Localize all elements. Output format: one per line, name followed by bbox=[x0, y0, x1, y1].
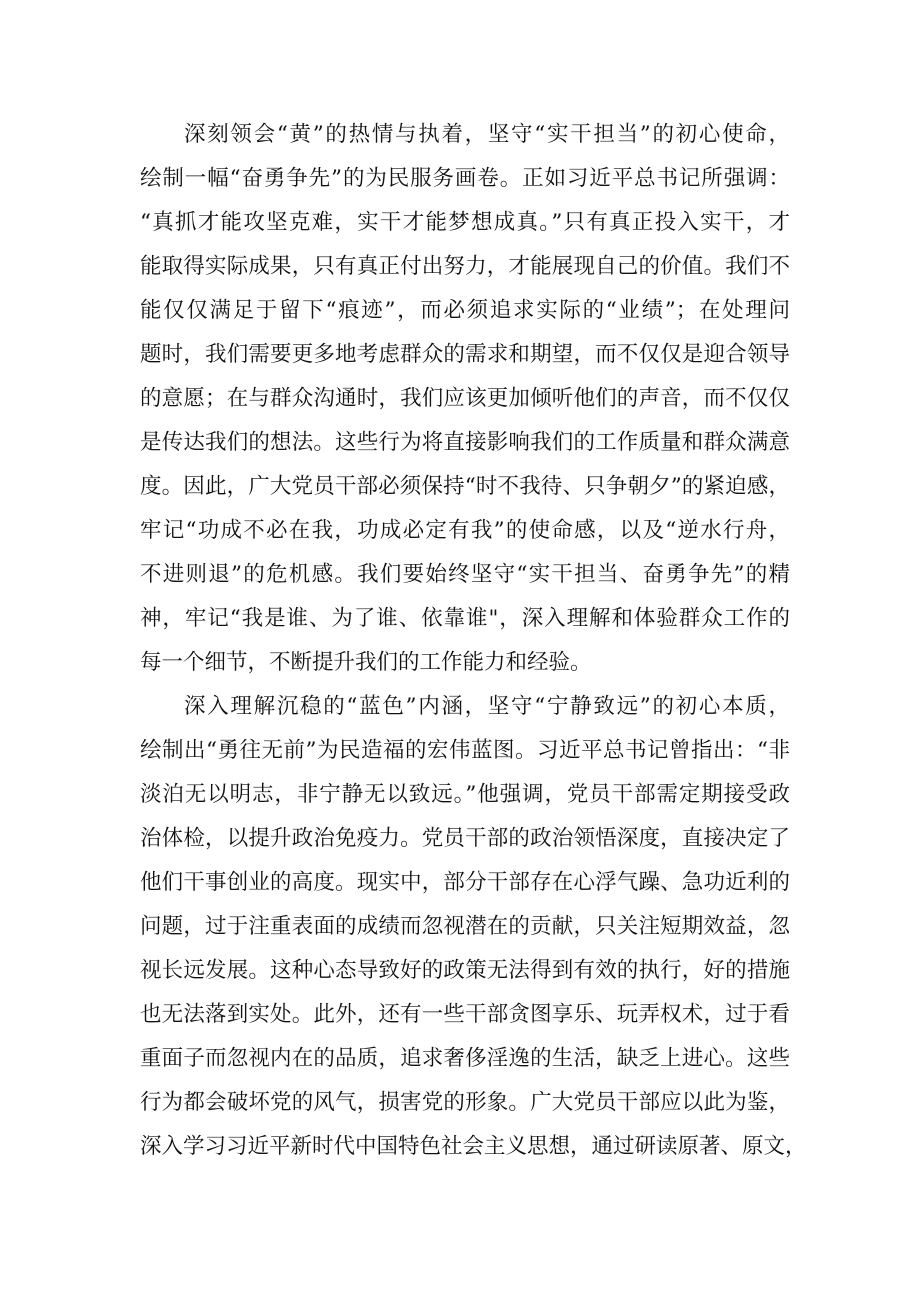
paragraph1-line: 能仅仅满足于留下“痕迹”，而必须追求实际的“业绩”；在处理问 bbox=[140, 298, 790, 323]
paragraph1-line: “真抓才能攻坚克难，实干才能梦想成真。”只有真正投入实干，才 bbox=[140, 210, 790, 235]
paragraph2-line: 重面子而忽视内在的品质，追求奢侈淫逸的生活，缺乏上进心。这些 bbox=[140, 1046, 790, 1071]
paragraph2-line: 绘制出“勇往无前”为民造福的宏伟蓝图。习近平总书记曾指出：“非 bbox=[140, 738, 790, 763]
paragraph1-line: 能取得实际成果，只有真正付出努力，才能展现自己的价值。我们不 bbox=[140, 254, 790, 279]
paragraph2-line: 问题，过于注重表面的成绩而忽视潜在的贡献，只关注短期效益，忽 bbox=[140, 914, 790, 939]
paragraph1-line: 牢记“功成不必在我，功成必定有我”的使命感，以及“逆水行舟， bbox=[140, 518, 790, 543]
paragraph1-line: 不进则退”的危机感。我们要始终坚守“实干担当、奋勇争先”的精 bbox=[140, 562, 790, 587]
paragraph1-line: 是传达我们的想法。这些行为将直接影响我们的工作质量和群众满意 bbox=[140, 430, 790, 455]
paragraph1-line: 每一个细节，不断提升我们的工作能力和经验。 bbox=[140, 650, 592, 675]
paragraph1-line: 题时，我们需要更多地考虑群众的需求和期望，而不仅仅是迎合领导 bbox=[140, 342, 790, 367]
paragraph2-line: 也无法落到实处。此外，还有一些干部贪图享乐、玩弄权术，过于看 bbox=[140, 1002, 790, 1027]
paragraph1-line: 的意愿；在与群众沟通时，我们应该更加倾听他们的声音，而不仅仅 bbox=[140, 386, 790, 411]
paragraph2-line: 他们干事创业的高度。现实中，部分干部存在心浮气躁、急功近利的 bbox=[140, 870, 790, 895]
paragraph1-line: 绘制一幅“奋勇争先”的为民服务画卷。正如习近平总书记所强调： bbox=[140, 166, 790, 191]
paragraph2-line: 治体检，以提升政治免疫力。党员干部的政治领悟深度，直接决定了 bbox=[140, 826, 790, 851]
paragraph2-line: 淡泊无以明志，非宁静无以致远。”他强调，党员干部需定期接受政 bbox=[140, 782, 790, 807]
paragraph1-line: 深刻领会“黄”的热情与执着，坚守“实干担当”的初心使命， bbox=[184, 122, 790, 147]
paragraph2-line: 视长远发展。这种心态导致好的政策无法得到有效的执行，好的措施 bbox=[140, 958, 790, 983]
paragraph2-line: 深入理解沉稳的“蓝色”内涵，坚守“宁静致远”的初心本质， bbox=[184, 694, 790, 719]
paragraph1-line: 度。因此，广大党员干部必须保持“时不我待、只争朝夕”的紧迫感， bbox=[140, 474, 790, 499]
paragraph2-line: 深入学习习近平新时代中国特色社会主义思想，通过研读原著、原文， bbox=[140, 1134, 807, 1159]
paragraph1-line: 神，牢记“我是谁、为了谁、依靠谁"，深入理解和体验群众工作的 bbox=[140, 606, 790, 631]
paragraph2-line: 行为都会破坏党的风气，损害党的形象。广大党员干部应以此为鉴， bbox=[140, 1090, 790, 1115]
